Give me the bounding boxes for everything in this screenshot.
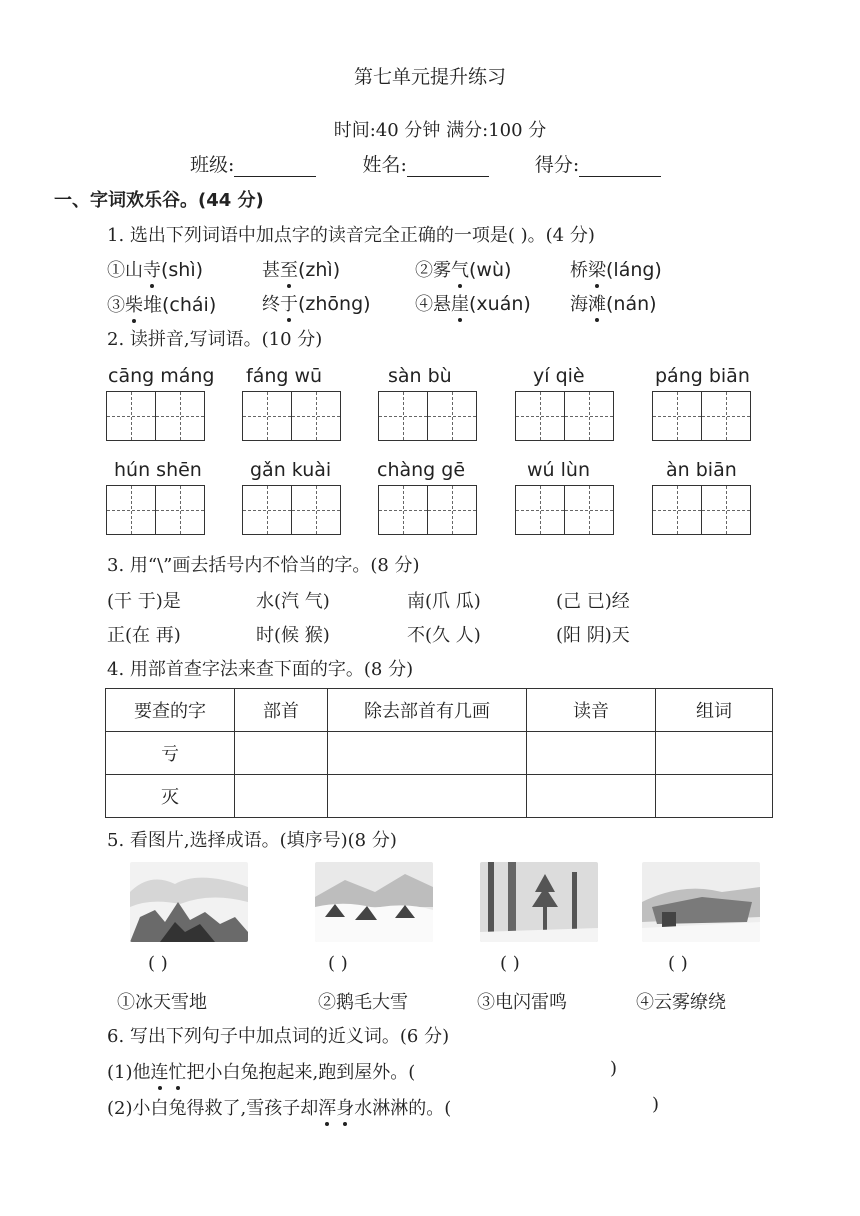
class-label: 班级: <box>190 154 235 176</box>
answer-cell[interactable] <box>328 732 527 775</box>
q6-sentence-2: (2)小白兔得救了,雪孩子却浑身水淋淋的。( ) <box>107 1094 660 1119</box>
pinyin-label: sàn bù <box>388 365 452 387</box>
tianzige-box[interactable] <box>106 391 205 441</box>
pinyin-label: cāng máng <box>108 365 215 387</box>
tianzige-box[interactable] <box>652 485 751 535</box>
table-header-row <box>106 689 773 732</box>
answer-cell[interactable] <box>656 732 773 775</box>
tianzige-box[interactable] <box>378 391 477 441</box>
q3-item[interactable]: 时(候 猴) <box>256 625 330 646</box>
q3-item[interactable]: (己 已)经 <box>556 591 630 612</box>
q5-stem: 5. 看图片,选择成语。(填序号)(8 分) <box>107 830 397 851</box>
tianzige-box[interactable] <box>515 391 614 441</box>
heavy-snow-picture <box>315 862 433 942</box>
idiom-option: ②鹅毛大雪 <box>318 992 408 1013</box>
q3-item[interactable]: 水(汽 气) <box>256 591 330 612</box>
q4-stem: 4. 用部首查字法来查下面的字。(8 分) <box>107 659 414 680</box>
page-title: 第七单元提升练习 <box>353 66 506 88</box>
table-row <box>106 775 773 818</box>
col-header: 读音 <box>527 689 656 732</box>
tianzige-box[interactable] <box>378 485 477 535</box>
pinyin-label: fáng wū <box>246 365 323 387</box>
pinyin-label: wú lùn <box>527 459 590 481</box>
lookup-char: 亏 <box>106 732 235 775</box>
pinyin-label: gǎn kuài <box>250 459 332 481</box>
col-header: 部首 <box>235 689 328 732</box>
answer-cell[interactable] <box>527 775 656 818</box>
q6-stem: 6. 写出下列句子中加点词的近义词。(6 分) <box>107 1026 450 1047</box>
cloud-mountain-picture <box>130 862 248 942</box>
name-blank[interactable] <box>407 156 489 177</box>
col-header: 除去部首有几画 <box>328 689 527 732</box>
tianzige-box[interactable] <box>515 485 614 535</box>
idiom-option: ③电闪雷鸣 <box>477 992 567 1013</box>
idiom-option: ④云雾缭绕 <box>636 992 726 1013</box>
col-header: 组词 <box>656 689 773 732</box>
class-blank[interactable] <box>234 156 316 177</box>
answer-paren[interactable]: ( ) <box>500 953 520 974</box>
tianzige-box[interactable] <box>242 485 341 535</box>
answer-paren[interactable]: ( ) <box>668 953 688 974</box>
thunder-lightning-picture <box>480 862 598 942</box>
name-label: 姓名: <box>362 154 407 176</box>
q3-item[interactable]: 南(爪 瓜) <box>407 591 481 612</box>
answer-paren[interactable]: ( ) <box>148 953 168 974</box>
tianzige-box[interactable] <box>652 391 751 441</box>
answer-cell[interactable] <box>235 732 328 775</box>
q3-item[interactable]: 不(久 人) <box>407 625 481 646</box>
pinyin-label: àn biān <box>666 459 737 481</box>
score-blank[interactable] <box>579 156 661 177</box>
pinyin-label: páng biān <box>655 365 750 387</box>
section-1-title: 一、字词欢乐谷。(44 分) <box>54 190 264 211</box>
pinyin-label: yí qiè <box>533 365 585 387</box>
tianzige-box[interactable] <box>106 485 205 535</box>
answer-cell[interactable] <box>235 775 328 818</box>
time-score-line: 时间:40 分钟 满分:100 分 <box>333 120 547 141</box>
q3-item[interactable]: (干 于)是 <box>107 591 181 612</box>
q3-stem: 3. 用“\”画去括号内不恰当的字。(8 分) <box>107 555 420 576</box>
q6-sentence-1: (1)他连忙把小白兔抱起来,跑到屋外。( ) <box>107 1058 618 1083</box>
q3-item[interactable]: (阳 阴)天 <box>556 625 630 646</box>
q2-stem: 2. 读拼音,写词语。(10 分) <box>107 329 323 350</box>
pinyin-label: chàng gē <box>377 459 466 481</box>
icy-landscape-picture <box>642 862 760 942</box>
idiom-option: ①冰天雪地 <box>117 992 207 1013</box>
radical-lookup-table <box>105 688 773 818</box>
q3-item[interactable]: 正(在 再) <box>107 625 181 646</box>
lookup-char: 灭 <box>106 775 235 818</box>
col-header: 要查的字 <box>106 689 235 732</box>
answer-paren[interactable]: ( ) <box>328 953 348 974</box>
table-row <box>106 732 773 775</box>
q1-stem: 1. 选出下列词语中加点字的读音完全正确的一项是( )。(4 分) <box>107 225 595 246</box>
answer-cell[interactable] <box>328 775 527 818</box>
pinyin-label: hún shēn <box>114 459 202 481</box>
answer-cell[interactable] <box>656 775 773 818</box>
tianzige-box[interactable] <box>242 391 341 441</box>
score-label: 得分: <box>534 154 580 176</box>
student-info-line <box>190 150 661 177</box>
answer-cell[interactable] <box>527 732 656 775</box>
